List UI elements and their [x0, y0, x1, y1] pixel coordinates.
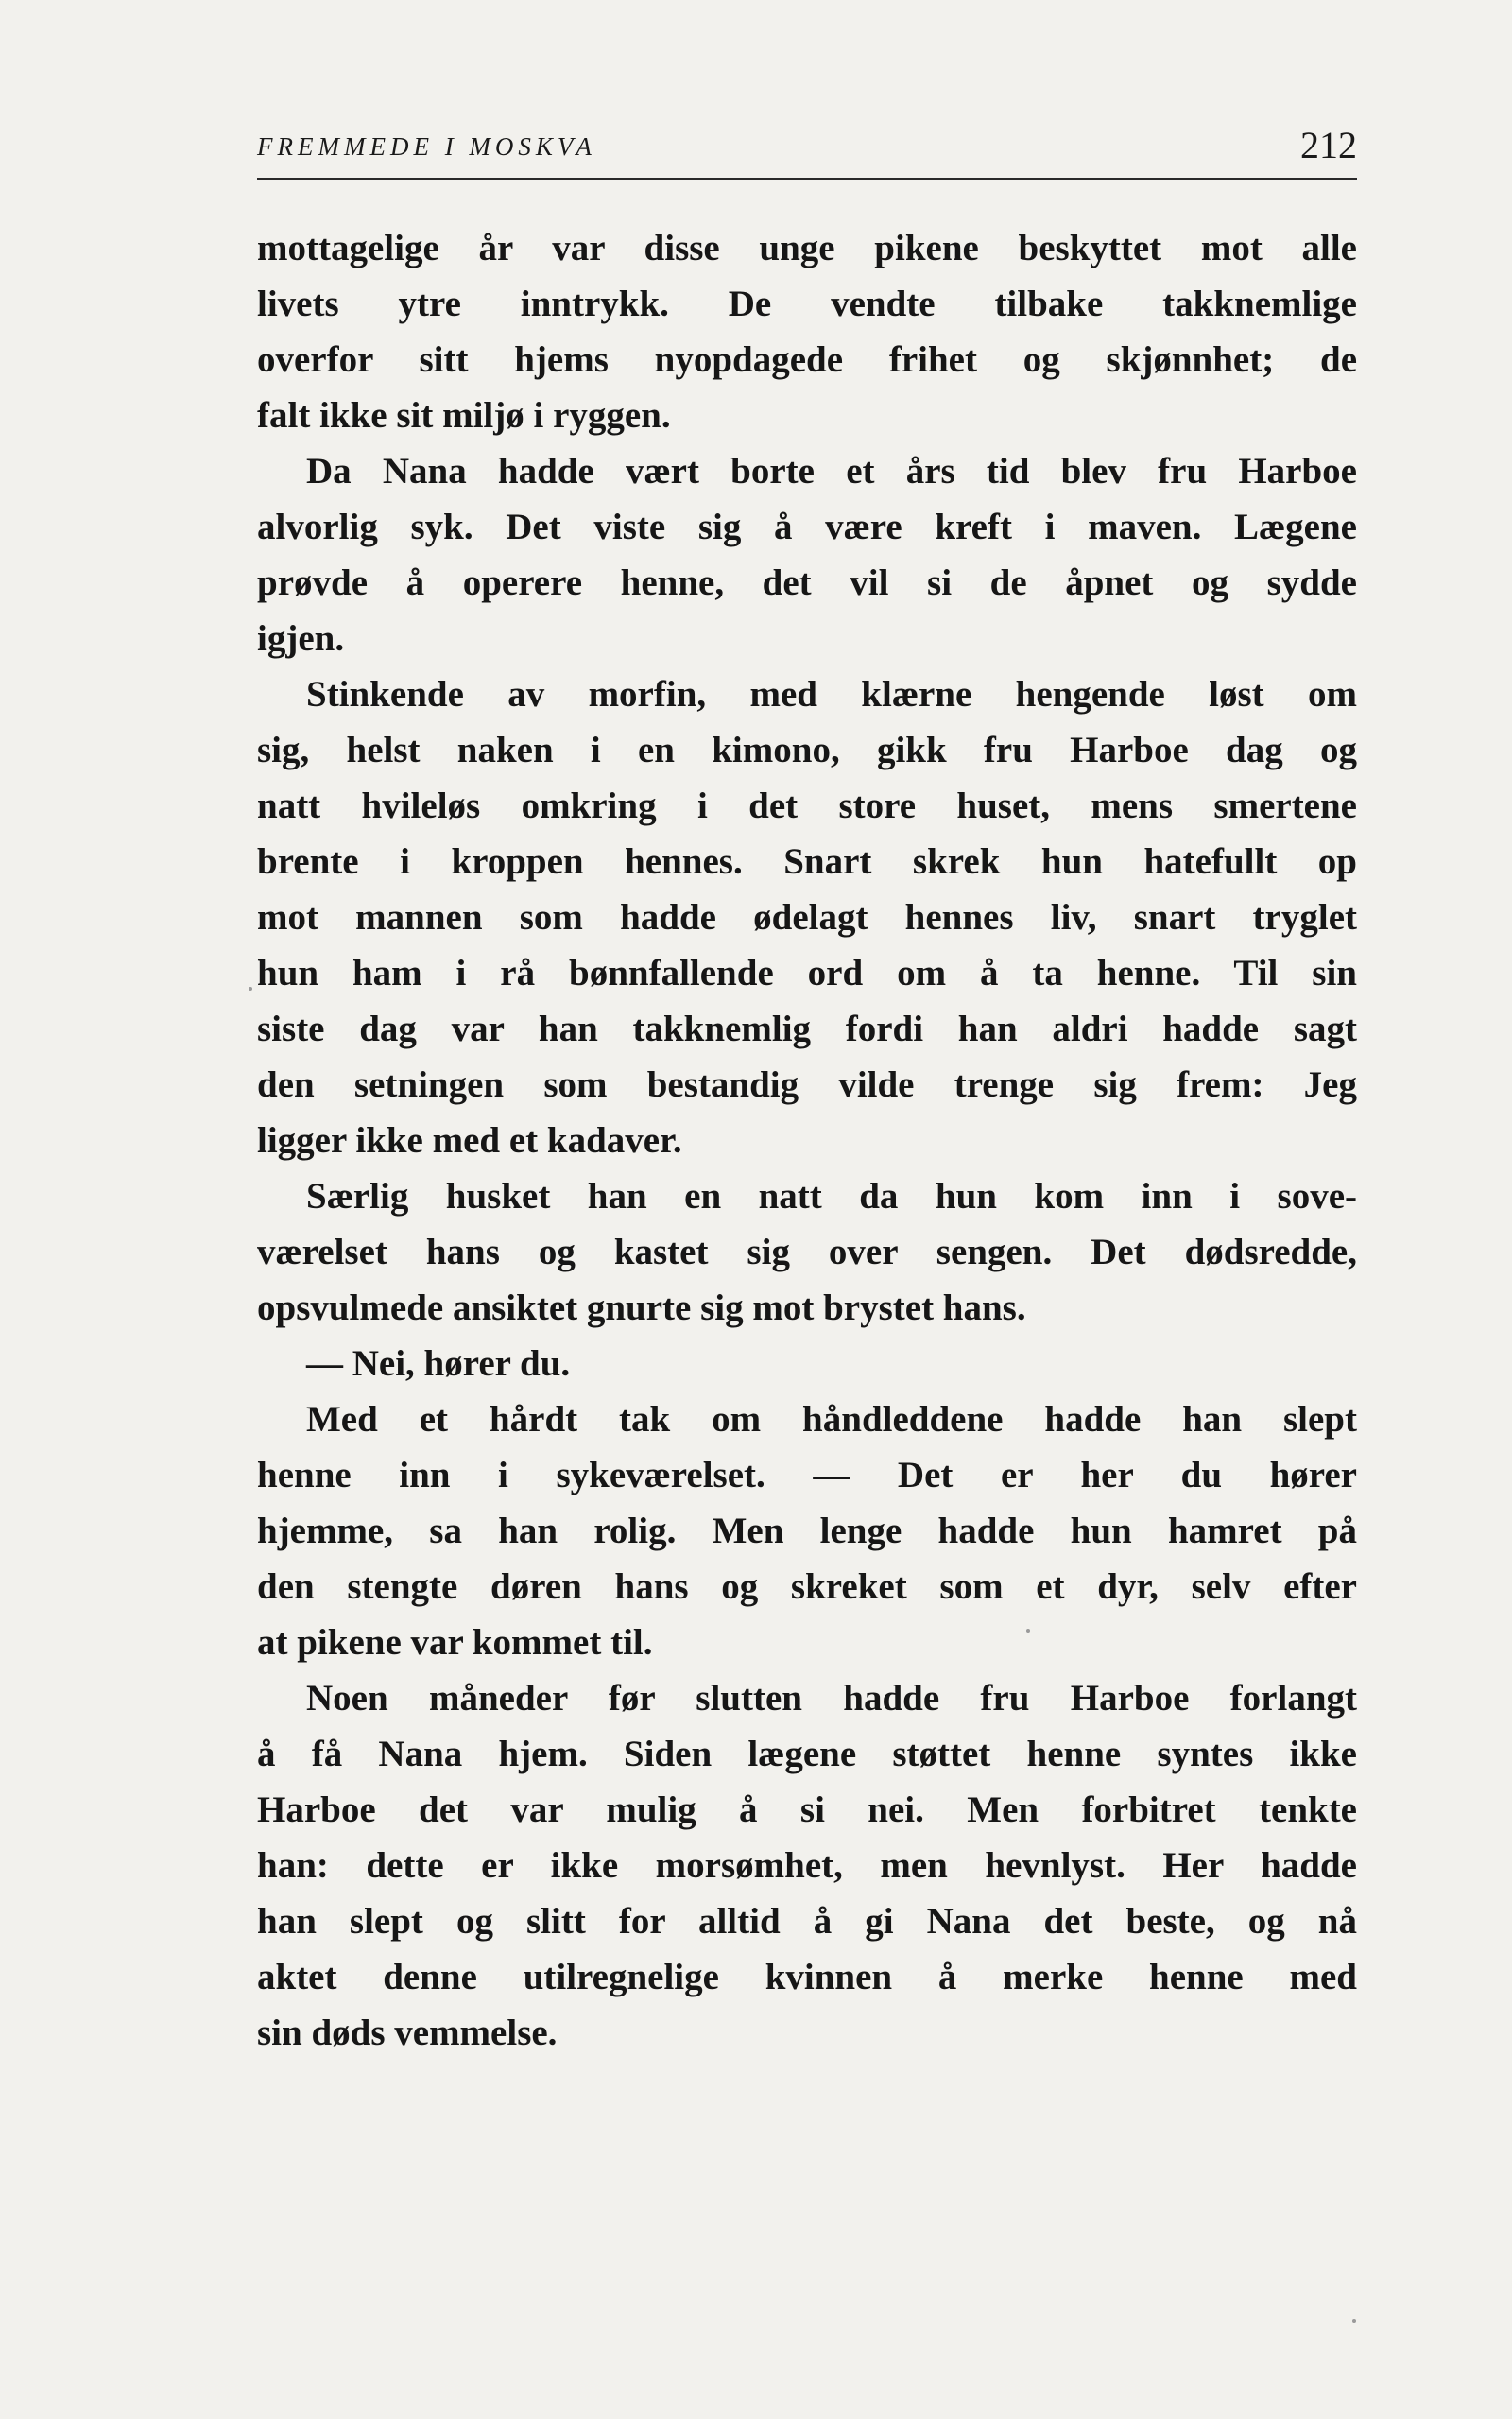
text-line: Noen måneder før slutten hadde fru Harboe forlangt [306, 1678, 1357, 1719]
text-line: alvorlig syk. Det viste sig å være kreft i maven. Lægene [257, 507, 1357, 547]
paper-speck [249, 987, 252, 991]
text-line: den stengte døren hans og skreket som et dyr, selv efter [257, 1566, 1357, 1607]
text-line: mot mannen som hadde ødelagt hennes liv, snart tryglet [257, 897, 1357, 938]
text-line: han slept og slitt for alltid å gi Nana det beste, og nå [257, 1901, 1357, 1942]
text-line: — Nei, hører du. [306, 1343, 571, 1384]
text-line: overfor sitt hjems nyopdagede frihet og skjønnhet; de [257, 339, 1357, 380]
text-line: aktet denne utilregnelige kvinnen å merke henne med [257, 1957, 1357, 1997]
text-line: Med et hårdt tak om håndleddene hadde han slept [306, 1399, 1357, 1440]
text-line: sin døds vemmelse. [257, 2013, 558, 2053]
text-line: igjen. [257, 618, 345, 659]
text-line: siste dag var han takknemlig fordi han aldri hadde sagt [257, 1009, 1357, 1049]
paper-speck [1352, 2319, 1356, 2323]
paragraph [257, 666, 1357, 1168]
running-title: FREMMEDE I MOSKVA [257, 132, 596, 161]
paragraph [257, 1336, 1357, 1391]
text-line: falt ikke sit miljø i ryggen. [257, 395, 671, 436]
text-line: å få Nana hjem. Siden lægene støttet henne syntes ikke [257, 1734, 1357, 1774]
text-line: hjemme, sa han rolig. Men lenge hadde hun hamret på [257, 1511, 1357, 1551]
text-line: Særlig husket han en natt da hun kom inn i sove- [306, 1176, 1357, 1217]
page-header [257, 121, 1357, 180]
text-line: Harboe det var mulig å si nei. Men forbitret tenkte [257, 1789, 1357, 1830]
text-line: natt hvileløs omkring i det store huset, mens smertene [257, 786, 1357, 826]
paragraph [257, 1168, 1357, 1336]
text-line: Da Nana hadde vært borte et års tid blev fru Harboe [306, 451, 1357, 492]
text-line: han: dette er ikke morsømhet, men hevnlyst. Her hadde [257, 1845, 1357, 1886]
text-line: værelset hans og kastet sig over sengen. Det dødsredde, [257, 1232, 1357, 1272]
text-line: livets ytre inntrykk. De vendte tilbake takknemlige [257, 284, 1357, 324]
text-line: mottagelige år var disse unge pikene beskyttet mot alle [257, 228, 1357, 268]
text-line: brente i kroppen hennes. Snart skrek hun hatefullt op [257, 841, 1357, 882]
text-line: opsvulmede ansiktet gnurte sig mot brystet hans. [257, 1287, 1026, 1328]
body-text [257, 220, 1357, 2061]
text-line: at pikene var kommet til. [257, 1622, 653, 1663]
text-line: ligger ikke med et kadaver. [257, 1120, 682, 1161]
paragraph [257, 1391, 1357, 1670]
text-line: sig, helst naken i en kimono, gikk fru Harboe dag og [257, 730, 1357, 770]
paragraph [257, 220, 1357, 443]
text-line: hun ham i rå bønnfallende ord om å ta henne. Til sin [257, 953, 1357, 994]
paper-speck [1026, 1629, 1030, 1633]
page-number: 212 [1300, 124, 1357, 166]
paragraph [257, 443, 1357, 666]
text-line: prøvde å operere henne, det vil si de åpnet og sydde [257, 562, 1357, 603]
text-line: henne inn i sykeværelset. — Det er her du hører [257, 1455, 1357, 1495]
text-line: Stinkende av morfin, med klærne hengende løst om [306, 674, 1357, 715]
paragraph [257, 1670, 1357, 2061]
text-line: den setningen som bestandig vilde trenge sig frem: Jeg [257, 1064, 1357, 1105]
